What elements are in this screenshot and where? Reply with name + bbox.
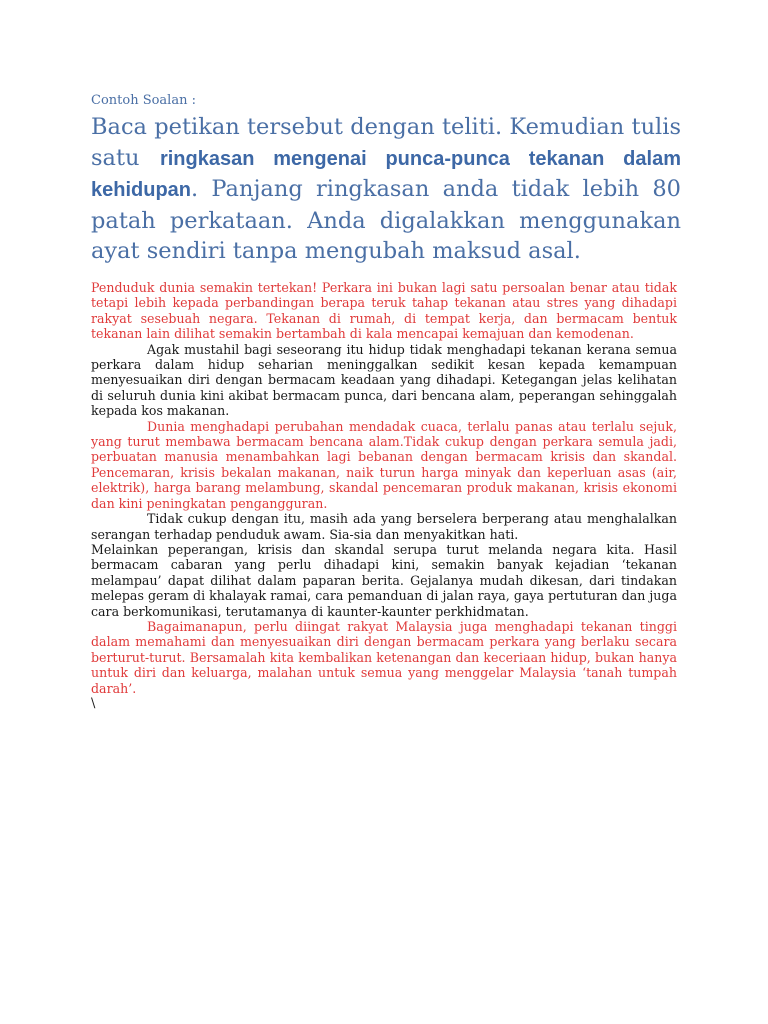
question-bold-topic: ringkasan mengenai punca-punca tekanan dalam kehidupan [91,147,681,201]
paragraph-4: Tidak cukup dengan itu, masih ada yang berselera berperang atau menghalalkan serangan terhadap penduduk awam. Sia-sia dan menyakitkan hati. [91,511,677,542]
paragraph-3: Dunia menghadapi perubahan mendadak cuaca, terlalu panas atau terlalu sejuk, yang turut membawa bermacam bencana alam.Tidak cukup dengan perkara semula jadi, perbuatan manusia menambahkan lagi bebanan dengan bermacam krisis dan skandal. Pencemaran, krisis bekalan makanan, naik turun harga minyak dan keperluan asas (air, elektrik), harga barang melambung, skandal pencemaran produk makanan, krisis ekonomi dan kini peningkatan pengangguran. [91,418,677,511]
question-text-part1: Baca petikan tersebut dengan teliti. Kemudian tulis satu [91,114,681,171]
paragraph-1: Penduduk dunia semakin tertekan! Perkara ini bukan lagi satu persoalan benar atau tidak tetapi lebih kepada perbandingan berapa teruk tahap tekanan atau stres yang dihadapi rakyat sesebuah negara. Tekanan di rumah, di tempat kerja, dan bermacam bentuk tekanan lain dilihat semakin bertambah di kala mencapai kemajuan dan kemodenan. [91,280,677,342]
paragraph-5: Melainkan peperangan, krisis dan skandal serupa turut melanda negara kita. Hasil bermacam cabaran yang perlu dihadapi kini, semakin banyak kejadian ‘tekanan melampau’ dapat dilihat dalam paparan berita. Gejalanya mudah dikesan, dari tindakan melepas geram di khalayak ramai, cara pemanduan di jalan raya, gaya pertuturan dan juga cara berkomunikasi, terutamanya di kaunter-kaunter perkhidmatan. [91,541,677,619]
paragraph-2: Agak mustahil bagi seseorang itu hidup tidak menghadapi tekanan kerana semua perkara dalam hidup seharian meninggalkan sedikit kesan kepada kemampuan menyesuaikan diri dengan bermacam keadaan yang dihadapi. Ketegangan jelas kelihatan di seluruh dunia kini akibat bermacam punca, dari bencana alam, peperangan sehinggalah kepada kos makanan. [91,341,677,419]
paragraph-6: Bagaimanapun, perlu diingat rakyat Malaysia juga menghadapi tekanan tinggi dalam memahami dan menyesuaikan diri dengan bermacam perkara yang berlaku secara berturut-turut. Bersamalah kita kembalikan ketenangan dan keceriaan hidup, bukan hanya untuk diri dan keluarga, malahan untuk semua yang menggelar Malaysia ‘tanah tumpah darah’. [91,618,677,696]
question-text-part2: . Panjang ringkasan anda tidak lebih 80 patah perkataan. Anda digalakkan menggunakan ayat sendiri tanpa mengubah maksud asal. [91,176,681,264]
trailing-backslash: \ [91,695,96,711]
reading-passage [91,280,677,711]
question-instructions [91,112,681,267]
example-question-label: Contoh Soalan : [91,93,196,108]
